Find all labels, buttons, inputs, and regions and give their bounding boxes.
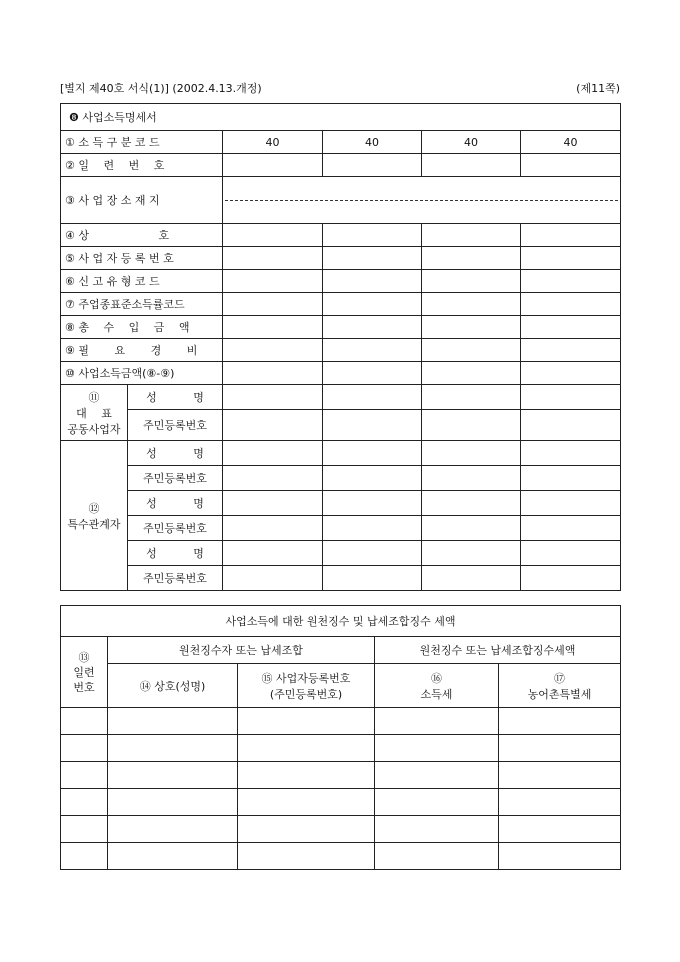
input-cell[interactable] [521,316,621,339]
special-group-number: ⑫ [88,501,100,515]
input-cell[interactable] [323,270,422,293]
input-cell[interactable] [223,293,323,316]
name-label: 성 명 [128,441,223,466]
input-cell[interactable] [422,385,521,410]
input-cell[interactable] [223,247,323,270]
input-cell[interactable] [323,362,422,385]
input-cell[interactable] [521,466,621,491]
serial-column-label: 일련 번호 [73,666,95,694]
withheld-tax-group-header: 원천징수 또는 납세조합징수세액 [375,637,621,664]
input-cell[interactable] [223,410,323,441]
serial-column-number: ⑬ [78,651,90,664]
input-cell[interactable] [223,154,323,177]
input-cell[interactable] [323,466,422,491]
biz-reg-column-line2: (주민등록번호) [269,687,343,701]
biz-reg-column-header [238,664,375,708]
input-cell[interactable] [521,154,621,177]
input-cell[interactable] [238,762,375,789]
input-cell[interactable] [238,789,375,816]
input-cell[interactable] [422,316,521,339]
input-cell[interactable] [422,247,521,270]
input-cell[interactable] [499,708,621,735]
total-revenue-label: ⑧ 총 수 입 금 액 [61,316,223,339]
income-tax-column-number: ⑯ [431,671,442,685]
input-cell[interactable] [499,816,621,843]
input-cell[interactable] [521,293,621,316]
income-code-value[interactable]: 40 [223,131,323,154]
input-cell[interactable] [223,385,323,410]
input-cell[interactable] [223,491,323,516]
income-tax-column-header [375,664,499,708]
input-cell[interactable] [422,491,521,516]
input-cell[interactable] [499,789,621,816]
input-cell[interactable] [323,339,422,362]
form-header [60,80,620,96]
input-cell[interactable] [521,541,621,566]
income-tax-column-label: 소득세 [420,687,453,701]
input-cell[interactable] [521,247,621,270]
resident-no-label: 주민등록번호 [128,566,223,591]
section-title: ❽ 사업소득명세서 [61,104,621,131]
input-cell[interactable] [422,441,521,466]
form-id: [별지 제40호 서식(1)] (2002.4.13.개정) [60,82,262,95]
expenses-label: ⑨ 필 요 경 비 [61,339,223,362]
industry-code-label: ⑦ 주업종표준소득률코드 [61,293,223,316]
input-cell[interactable] [323,566,422,591]
input-cell[interactable] [238,735,375,762]
withholder-group-header: 원천징수자 또는 납세조합 [108,637,375,664]
business-income-statement-table [60,103,621,591]
table-row [61,843,621,870]
input-cell[interactable] [323,247,422,270]
input-cell[interactable] [223,224,323,247]
income-code-value[interactable]: 40 [323,131,422,154]
name-label: 성 명 [128,541,223,566]
business-income-label: ⑩ 사업소득금액(⑧-⑨) [61,362,223,385]
input-cell[interactable] [521,441,621,466]
input-cell[interactable] [422,410,521,441]
table-row [61,816,621,843]
input-cell[interactable] [61,735,108,762]
special-group-label: 특수관계자 [67,517,121,531]
resident-no-label: 주민등록번호 [128,466,223,491]
input-cell[interactable] [521,362,621,385]
input-cell[interactable] [422,566,521,591]
resident-no-label: 주민등록번호 [128,410,223,441]
input-cell[interactable] [323,385,422,410]
input-cell[interactable] [521,270,621,293]
input-cell[interactable] [323,491,422,516]
input-cell[interactable] [521,566,621,591]
withholding-tax-table [60,605,621,870]
input-cell[interactable] [223,316,323,339]
trade-name-label: ④ 상 호 [61,224,223,247]
input-cell[interactable] [61,789,108,816]
table-row [61,789,621,816]
income-code-label: ① 소 득 구 분 코 드 [61,131,223,154]
input-cell[interactable] [323,316,422,339]
input-cell[interactable] [223,270,323,293]
input-cell[interactable] [323,410,422,441]
input-cell[interactable] [108,735,238,762]
input-cell[interactable] [323,516,422,541]
biz-reg-column-line1: ⑮ 사업자등록번호 [261,671,351,685]
rep-group-number: ⑪ [88,390,100,404]
input-cell[interactable] [375,708,499,735]
input-cell[interactable] [521,385,621,410]
input-cell[interactable] [499,735,621,762]
resident-no-label: 주민등록번호 [128,516,223,541]
rural-tax-column-label: 농어촌특별세 [527,687,592,701]
input-cell[interactable] [499,843,621,870]
input-cell[interactable] [223,516,323,541]
input-cell[interactable] [238,843,375,870]
input-cell[interactable] [422,293,521,316]
business-location-label: ③ 사 업 장 소 재 지 [61,177,223,224]
input-cell[interactable] [323,154,422,177]
serial-number-label: ② 일 련 번 호 [61,154,223,177]
rep-group-label-line2: 공동사업자 [67,422,121,436]
input-cell[interactable] [108,708,238,735]
input-cell[interactable] [422,466,521,491]
rep-joint-business-group [61,385,128,441]
input-cell[interactable] [422,516,521,541]
name-label: 성 명 [128,385,223,410]
input-cell[interactable] [223,362,323,385]
input-cell[interactable] [108,816,238,843]
input-cell[interactable] [238,708,375,735]
input-cell[interactable] [108,843,238,870]
input-cell[interactable] [323,224,422,247]
input-cell[interactable] [323,293,422,316]
input-cell[interactable] [521,491,621,516]
input-cell[interactable] [422,154,521,177]
input-cell[interactable] [61,843,108,870]
input-cell[interactable] [223,566,323,591]
input-cell[interactable] [375,843,499,870]
input-cell[interactable] [375,789,499,816]
input-cell[interactable] [323,441,422,466]
rural-tax-column-number: ⑰ [554,671,565,685]
input-cell[interactable] [521,410,621,441]
business-location-input[interactable] [223,177,621,224]
page-number: (제11쪽) [576,82,620,95]
input-cell[interactable] [499,762,621,789]
serial-column-header [61,637,108,708]
input-cell[interactable] [61,762,108,789]
input-cell[interactable] [375,762,499,789]
income-code-value[interactable]: 40 [521,131,621,154]
input-cell[interactable] [223,441,323,466]
input-cell[interactable] [422,224,521,247]
input-cell[interactable] [238,816,375,843]
name-label: 성 명 [128,491,223,516]
input-cell[interactable] [422,362,521,385]
input-cell[interactable] [223,541,323,566]
input-cell[interactable] [422,339,521,362]
trade-name-column-header: ⑭ 상호(성명) [108,664,238,708]
income-code-value[interactable]: 40 [422,131,521,154]
input-cell[interactable] [521,224,621,247]
input-cell[interactable] [108,762,238,789]
input-cell[interactable] [108,789,238,816]
input-cell[interactable] [521,339,621,362]
biz-reg-no-label: ⑤ 사 업 자 등 록 번 호 [61,247,223,270]
rep-group-label-line1: 대 표 [76,406,112,420]
input-cell[interactable] [61,816,108,843]
input-cell[interactable] [375,816,499,843]
input-cell[interactable] [422,541,521,566]
input-cell[interactable] [422,270,521,293]
rural-tax-column-header [499,664,621,708]
withholding-section-title: 사업소득에 대한 원천징수 및 납세조합징수 세액 [61,606,621,637]
input-cell[interactable] [61,708,108,735]
table-row [61,762,621,789]
input-cell[interactable] [223,466,323,491]
input-cell[interactable] [223,339,323,362]
special-relation-group [61,441,128,591]
table-row [61,708,621,735]
table-row [61,735,621,762]
input-cell[interactable] [323,541,422,566]
report-type-label: ⑥ 신 고 유 형 코 드 [61,270,223,293]
input-cell[interactable] [375,735,499,762]
input-cell[interactable] [521,516,621,541]
